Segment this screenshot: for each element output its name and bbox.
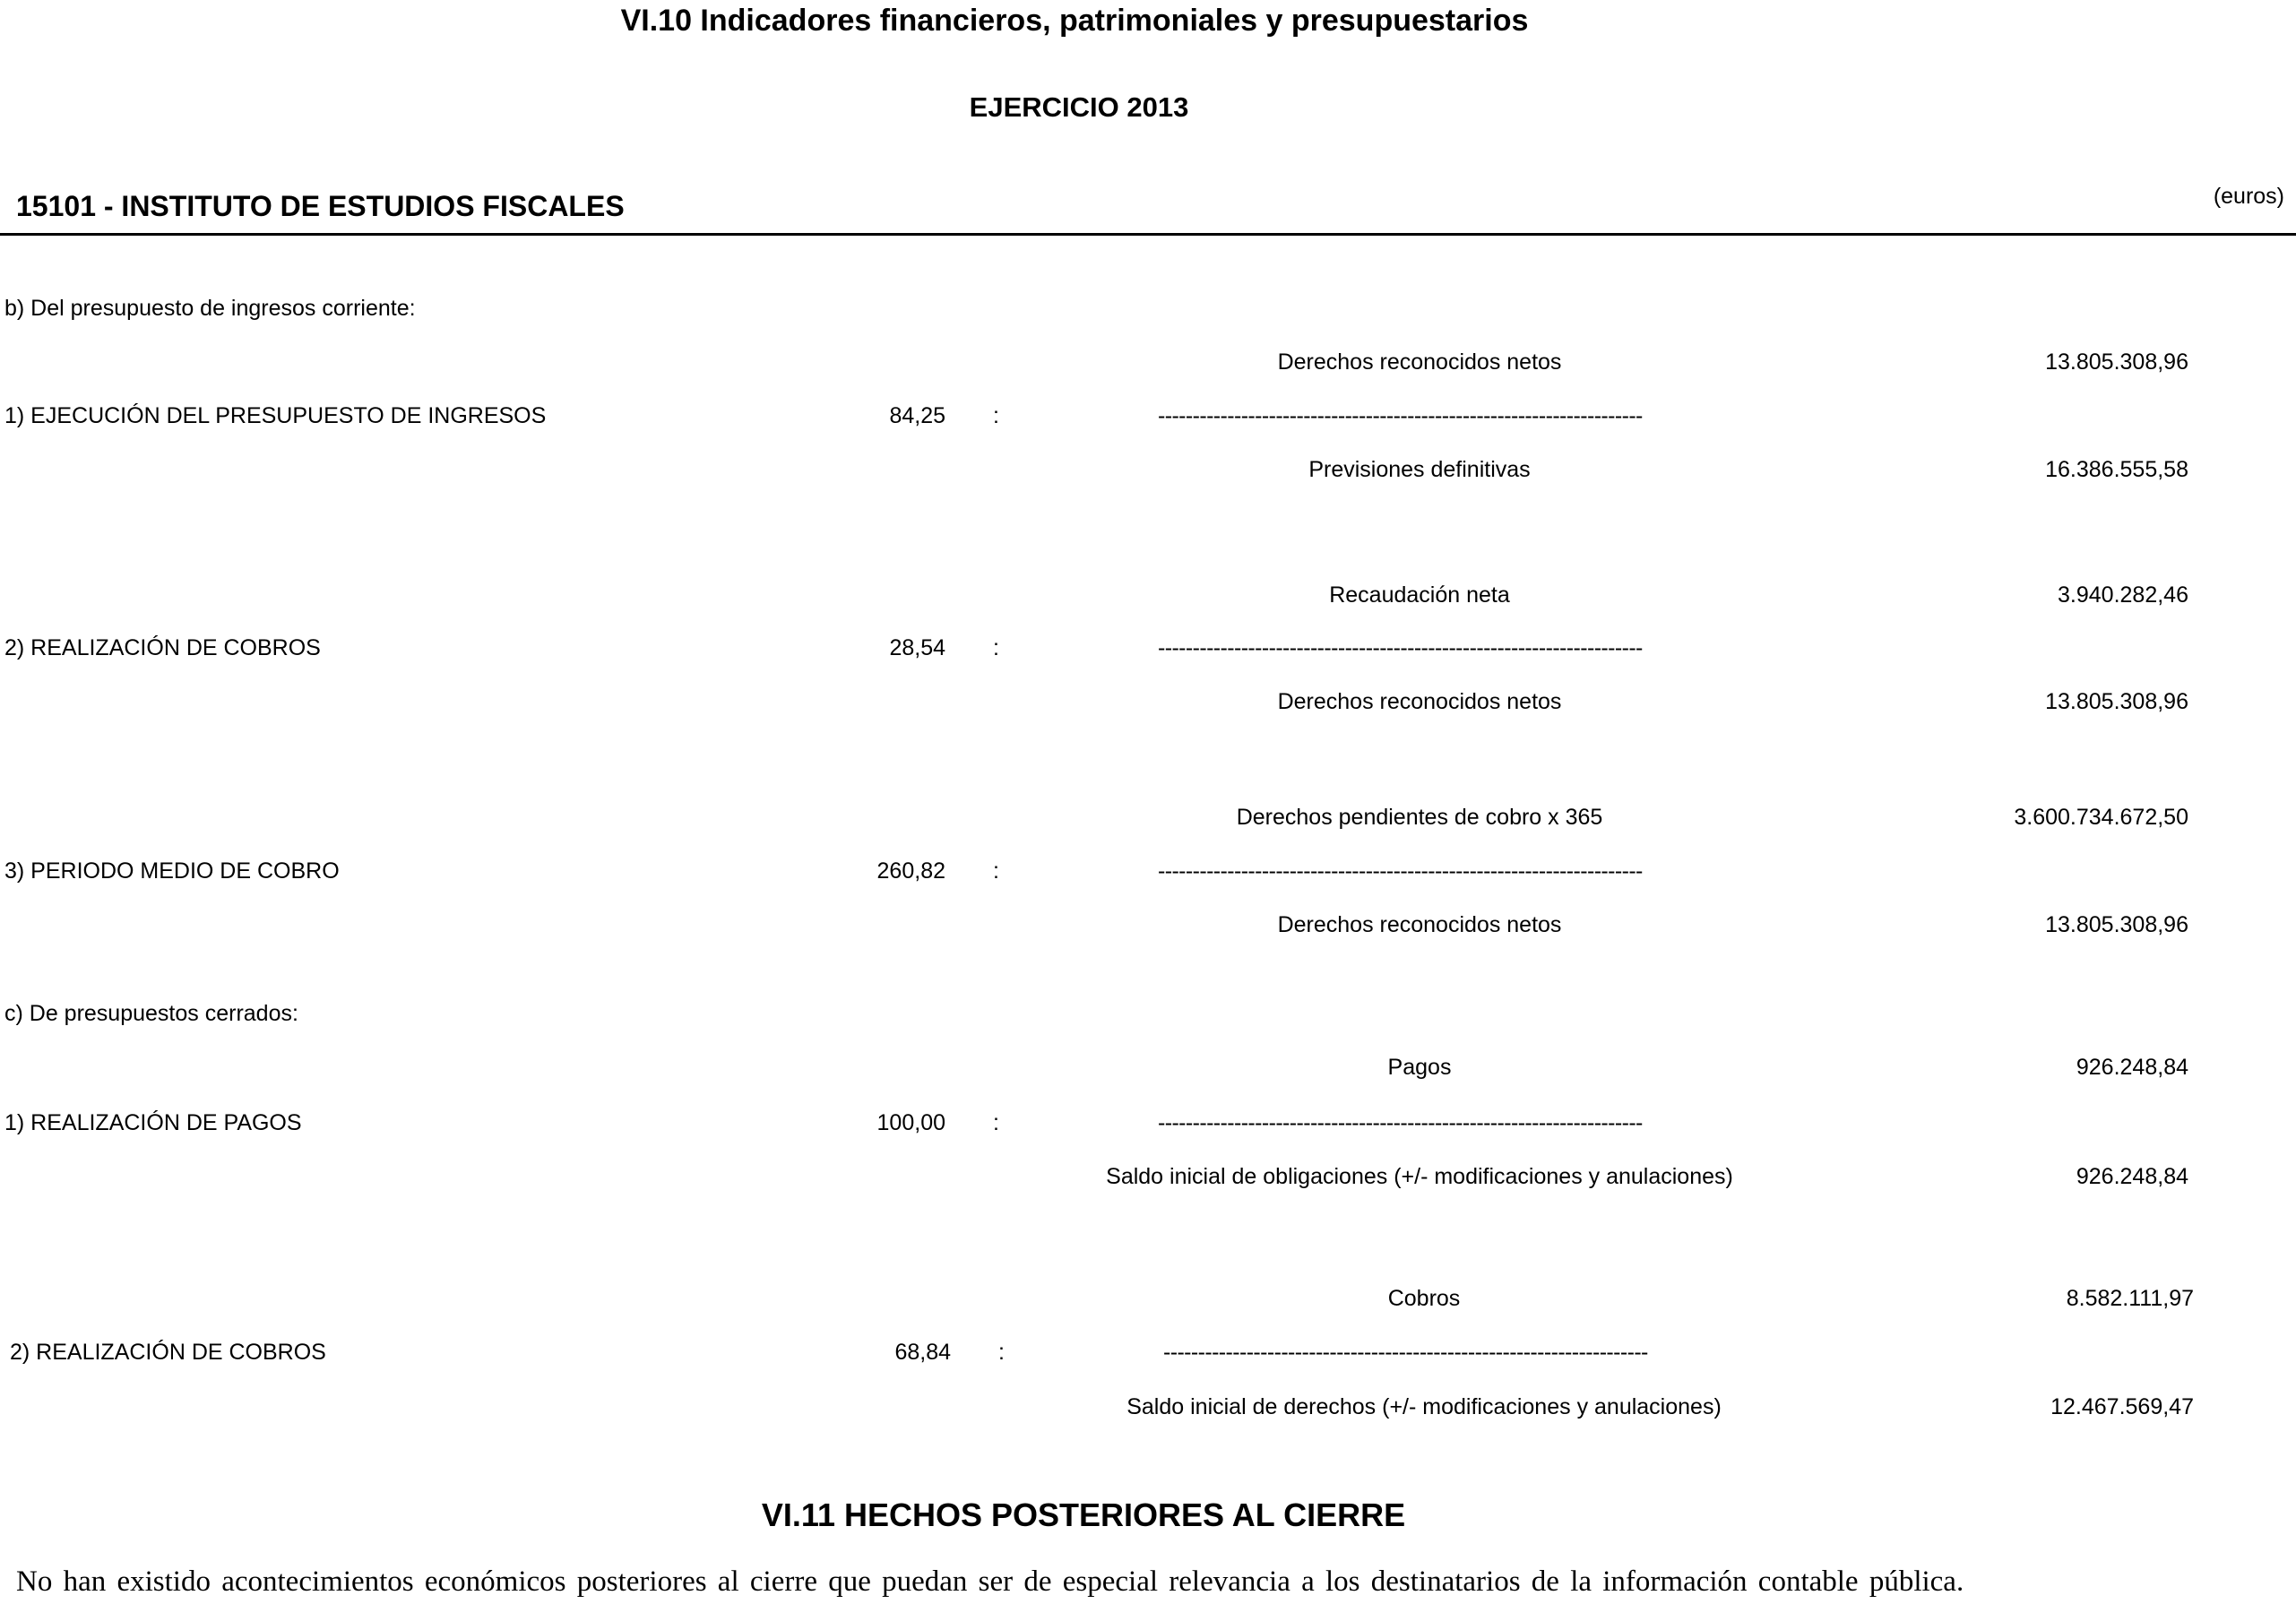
denominator-value: 13.805.308,96 [2045,689,2188,714]
indicator-label: 2) REALIZACIÓN DE COBROS [10,1340,326,1365]
denominator-label: Saldo inicial de obligaciones (+/- modificaciones y anulaciones) [1106,1164,1733,1189]
indicator-colon: : [993,403,999,428]
indicator-colon: : [993,1110,999,1135]
numerator-value: 3.940.282,46 [2058,582,2188,608]
fraction-divider: ---------------------------------------------------------------------- [1158,403,1643,428]
fraction-divider: ---------------------------------------------------------------------- [1163,1340,1648,1365]
denominator-value: 12.467.569,47 [2050,1394,2194,1419]
indicator-label: 1) REALIZACIÓN DE PAGOS [4,1110,302,1135]
indicator-colon: : [993,635,999,660]
numerator-value: 926.248,84 [2076,1055,2188,1080]
denominator-label: Derechos reconocidos netos [1277,912,1562,937]
indicator-value: 68,84 [894,1340,951,1365]
section-c-heading: c) De presupuestos cerrados: [4,1001,298,1026]
indicator-value: 260,82 [876,858,945,884]
indicator-value: 84,25 [889,403,945,428]
section-vi11-heading: VI.11 HECHOS POSTERIORES AL CIERRE [761,1496,1406,1533]
section-vi11-text: No han existido acontecimientos económicos posteriores al cierre que puedan ser de especial relevancia a los destinatarios de la información contable pública. [16,1565,1964,1598]
indicator-value: 100,00 [876,1110,945,1135]
numerator-label: Recaudación neta [1329,582,1510,608]
numerator-value: 3.600.734.672,50 [2014,805,2188,830]
fraction-divider: ---------------------------------------------------------------------- [1158,858,1643,884]
denominator-value: 13.805.308,96 [2045,912,2188,937]
denominator-label: Saldo inicial de derechos (+/- modificaciones y anulaciones) [1126,1394,1722,1419]
indicator-colon: : [998,1340,1005,1365]
currency-unit: (euros) [2213,184,2284,209]
page-title: VI.10 Indicadores financieros, patrimoniales y presupuestarios [620,4,1529,38]
denominator-value: 926.248,84 [2076,1164,2188,1189]
denominator-label: Derechos reconocidos netos [1277,689,1562,714]
numerator-label: Derechos pendientes de cobro x 365 [1236,805,1603,830]
indicator-colon: : [993,858,999,884]
section-b-heading: b) Del presupuesto de ingresos corriente: [4,296,416,321]
numerator-value: 13.805.308,96 [2045,349,2188,375]
indicator-value: 28,54 [889,635,945,660]
header-rule [0,233,2296,236]
numerator-label: Derechos reconocidos netos [1277,349,1562,375]
fraction-divider: ---------------------------------------------------------------------- [1158,1110,1643,1135]
indicator-label: 2) REALIZACIÓN DE COBROS [4,635,321,660]
indicator-label: 3) PERIODO MEDIO DE COBRO [4,858,340,884]
denominator-label: Previsiones definitivas [1308,457,1531,482]
indicator-label: 1) EJECUCIÓN DEL PRESUPUESTO DE INGRESOS [4,403,547,428]
exercise-year: EJERCICIO 2013 [969,91,1189,123]
entity-name: 15101 - INSTITUTO DE ESTUDIOS FISCALES [16,190,625,222]
denominator-value: 16.386.555,58 [2045,457,2188,482]
numerator-label: Cobros [1387,1286,1461,1311]
numerator-label: Pagos [1387,1055,1452,1080]
numerator-value: 8.582.111,97 [2066,1286,2194,1311]
fraction-divider: ---------------------------------------------------------------------- [1158,635,1643,660]
